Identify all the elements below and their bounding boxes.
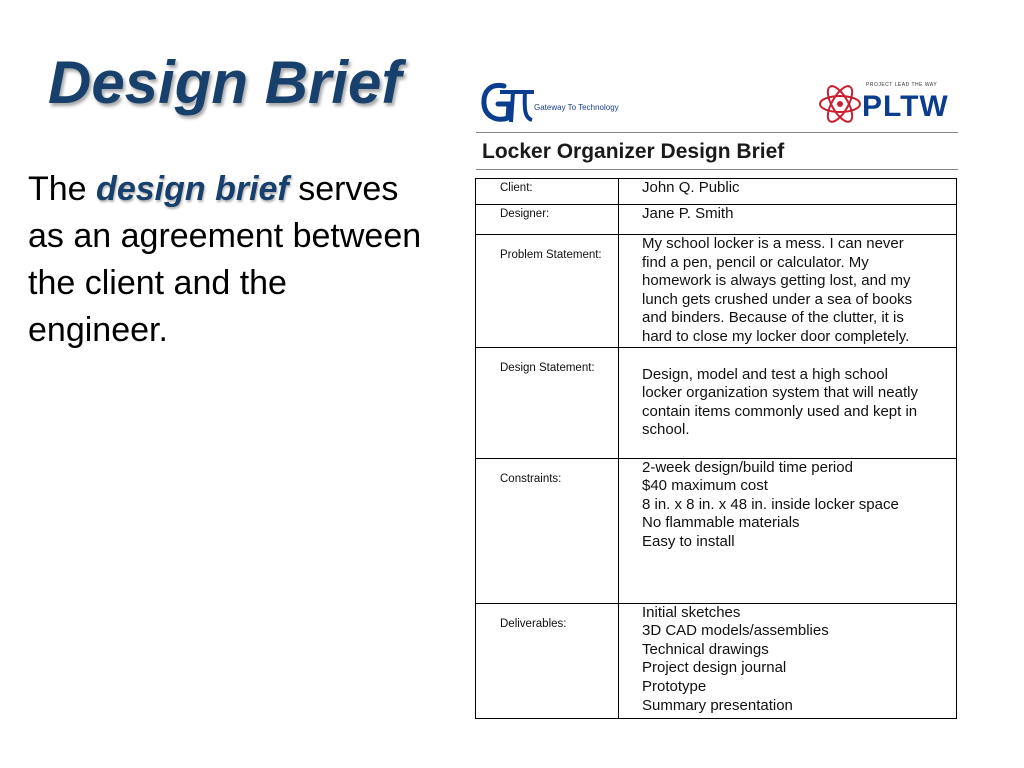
body-text-before: The [28,170,87,208]
value-line: lunch gets crushed under a sea of books [642,290,913,308]
row-value [619,458,957,603]
slide-body-text [28,166,428,354]
table-row [476,347,957,458]
design-brief-document [474,76,958,719]
value-line: 2-week design/build time period [642,458,853,476]
value-line: John Q. Public [642,179,740,196]
pltw-tagline: PROJECT LEAD THE WAY [866,82,938,88]
value-line: school. [642,421,690,439]
value-line: contain items commonly used and kept in [642,402,918,420]
gtt-logo-icon [480,80,536,126]
body-text-emphasis: design brief [96,170,289,208]
row-value [619,347,957,458]
table-row [476,179,957,205]
row-label: Deliverables: [476,603,619,718]
value-line: hard to close my locker door completely. [642,327,910,345]
row-value [619,179,957,205]
row-value [619,603,957,718]
gtt-logo-text: Gateway To Technology [534,103,619,112]
value-line: Design, model and test a high school [642,365,888,383]
design-brief-table [475,178,957,719]
row-label: Constraints: [476,458,619,603]
value-line: 3D CAD models/assemblies [642,622,829,640]
row-label: Client: [476,179,619,205]
slide-title: Design Brief [48,49,402,116]
row-value [619,235,957,348]
table-row [476,235,957,348]
value-line: and binders. Because of the clutter, it is [642,309,904,327]
document-header [474,76,958,132]
row-label: Design Statement: [476,347,619,458]
value-line: locker organization system that will neatly [642,384,918,402]
value-line: My school locker is a mess. I can never [642,235,904,252]
table-row [476,458,957,603]
value-line: Initial sketches [642,603,741,621]
value-line: Jane P. Smith [642,205,734,222]
value-line: homework is always getting lost, and my [642,272,911,290]
body-text-after: serves as an agreement between the client and the engineer. [28,170,422,349]
row-label: Designer: [476,205,619,235]
pltw-wordmark: PLTW [862,90,949,123]
value-line: Summary presentation [642,696,793,714]
title-divider [476,169,958,170]
value-line: No flammable materials [642,514,800,532]
value-line: Prototype [642,677,707,695]
document-title: Locker Organizer Design Brief [482,140,785,163]
row-value [619,205,957,235]
row-label: Problem Statement: [476,235,619,348]
pltw-atom-icon [818,80,862,128]
table-row [476,205,957,235]
value-line: find a pen, pencil or calculator. My [642,253,869,271]
value-line: Technical drawings [642,640,769,658]
value-line: $40 maximum cost [642,477,768,495]
value-line: Project design journal [642,659,787,677]
table-row [476,603,957,718]
value-line: 8 in. x 8 in. x 48 in. inside locker space [642,495,899,513]
value-line: Easy to install [642,532,735,550]
